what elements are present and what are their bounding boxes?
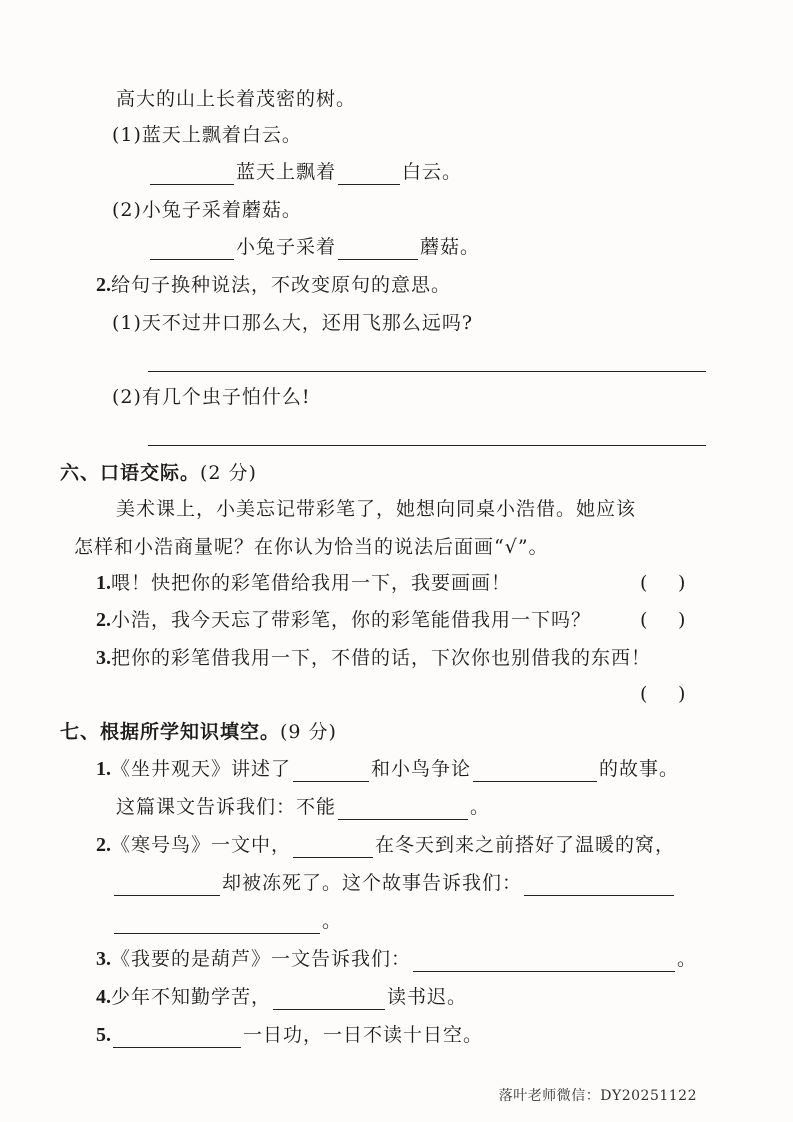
q2-heading	[96, 272, 451, 298]
section6-score: (2 分)	[200, 462, 257, 484]
q1-1-blank-a[interactable]	[150, 164, 234, 185]
section7-score: (9 分)	[280, 721, 337, 743]
section7-q3-number: 3.	[96, 948, 111, 970]
q1-2-fill-row	[148, 234, 480, 260]
section7-q5-number: 5.	[96, 1024, 111, 1046]
section7-q1-line2	[116, 794, 490, 820]
section7-q2-line3-end: 。	[322, 910, 343, 932]
paren-open: (	[640, 572, 648, 594]
q1-2-fill-mid: 小兔子采着	[236, 236, 337, 258]
q2-answer-line-1[interactable]	[148, 371, 706, 372]
section7-q2-blank-c[interactable]	[524, 875, 674, 896]
section7-q2-blank-b[interactable]	[114, 875, 220, 896]
section7-q3-text: 《我要的是葫芦》一文告诉我们：	[111, 948, 412, 970]
q1-2-blank-b[interactable]	[338, 239, 418, 260]
section7-q1-line2-text: 这篇课文告诉我们：不能	[116, 796, 337, 818]
paren-close: )	[678, 609, 686, 631]
section6-item-2-number: 2.	[96, 609, 111, 631]
section6-answer-2[interactable]	[640, 607, 716, 633]
q1-2-blank-a[interactable]	[150, 239, 234, 260]
footer-watermark: 落叶老师微信：DY20251122	[498, 1088, 697, 1104]
section7-q1-number: 1.	[96, 758, 111, 780]
section7-q1-part1: 《坐井观天》讲述了	[111, 758, 292, 780]
section7-q2-number: 2.	[96, 834, 111, 856]
section7-q1-part3: 的故事。	[599, 758, 680, 780]
section7-q2-part1: 《寒号鸟》一文中，	[111, 834, 292, 856]
section7-q1	[96, 756, 679, 782]
section6-intro-2: 怎样和小浩商量呢？在你认为恰当的说法后面画“√”。	[74, 536, 549, 558]
section7-q1-blank-a[interactable]	[293, 761, 369, 782]
section6-answer-1[interactable]	[640, 570, 716, 596]
section7-q1-blank-c[interactable]	[338, 799, 468, 820]
section7-q1-part2: 和小鸟争论	[371, 758, 472, 780]
paren-close: )	[678, 683, 686, 705]
section6-intro-1: 美术课上，小美忘记带彩笔了，她想向同桌小浩借。她应该	[116, 498, 637, 520]
section7-title: 七、根据所学知识填空。	[60, 721, 281, 743]
section7-q2-blank-d[interactable]	[114, 913, 320, 934]
q1-1-label: (1)蓝天上飘着白云。	[112, 124, 302, 146]
q1-1-fill-end: 白云。	[402, 161, 463, 183]
section7-q4-blank[interactable]	[273, 989, 385, 1010]
section7-q4-part1: 少年不知勤学苦，	[111, 986, 272, 1008]
section6-item-2	[96, 607, 591, 633]
section6-answer-3[interactable]	[640, 681, 716, 707]
section7-q2-part2: 在冬天到来之前搭好了温暖的窝，	[375, 834, 676, 856]
section6-heading	[60, 460, 257, 486]
section7-q4-number: 4.	[96, 986, 111, 1008]
example-sentence: 高大的山上长着茂密的树。	[116, 88, 357, 110]
section6-item-1-text: 喂！快把你的彩笔借给我用一下，我要画画！	[111, 572, 512, 594]
section7-q5-part2: 一日功，一日不读十日空。	[243, 1024, 484, 1046]
q1-1-fill-mid: 蓝天上飘着	[236, 161, 337, 183]
section6-item-3	[96, 645, 651, 671]
section7-q1-blank-b[interactable]	[473, 761, 597, 782]
q2-number: 2.	[96, 274, 111, 296]
section7-q5	[96, 1022, 483, 1048]
section7-q3-end: 。	[677, 948, 698, 970]
q1-1-blank-b[interactable]	[338, 164, 400, 185]
section6-item-3-text: 把你的彩笔借我用一下，不借的话，下次你也别借我的东西！	[111, 647, 652, 669]
q2-item-2: (2)有几个虫子怕什么!	[112, 386, 311, 408]
section6-item-1-number: 1.	[96, 572, 111, 594]
paren-close: )	[678, 572, 686, 594]
q2-item-1: (1)天不过井口那么大，还用飞那么远吗?	[112, 312, 474, 334]
section6-item-3-number: 3.	[96, 647, 111, 669]
section7-q2-line2	[112, 870, 676, 896]
section7-q3	[96, 946, 697, 972]
section6-title: 六、口语交际。	[60, 462, 201, 484]
section6-item-2-text: 小浩，我今天忘了带彩笔，你的彩笔能借我用一下吗？	[111, 609, 592, 631]
section7-q1-line2-end: 。	[470, 796, 491, 818]
section7-q3-blank[interactable]	[413, 951, 675, 972]
section6-item-1	[96, 570, 511, 596]
q2-prompt: 给句子换种说法，不改变原句的意思。	[111, 274, 452, 296]
q1-2-label: (2)小兔子采着蘑菇。	[112, 199, 302, 221]
paren-open: (	[640, 683, 648, 705]
section7-q2-line3	[112, 908, 342, 934]
paren-open: (	[640, 609, 648, 631]
section7-q2-line2-text: 却被冻死了。这个故事告诉我们：	[222, 872, 523, 894]
section7-q2	[96, 832, 675, 858]
section7-heading	[60, 719, 337, 745]
q2-answer-line-2[interactable]	[148, 445, 706, 446]
section7-q4-part2: 读书迟。	[387, 986, 468, 1008]
q1-2-fill-end: 蘑菇。	[420, 236, 481, 258]
section7-q5-blank[interactable]	[113, 1027, 241, 1048]
section7-q4	[96, 984, 467, 1010]
section7-q2-blank-a[interactable]	[293, 837, 373, 858]
q1-1-fill-row	[148, 159, 462, 185]
